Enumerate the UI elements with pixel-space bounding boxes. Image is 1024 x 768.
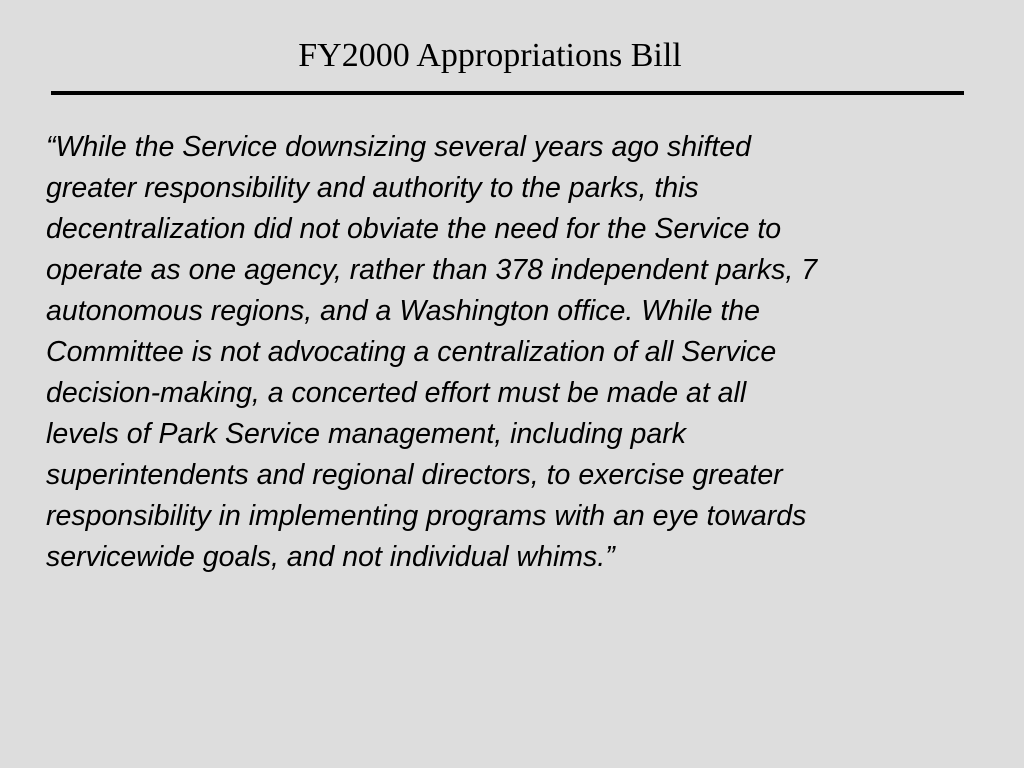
quote-line: servicewide goals, and not individual whims.” [46, 541, 615, 573]
quote-line: operate as one agency, rather than 378 independent parks, 7 [46, 254, 818, 286]
quote-line: Committee is not advocating a centralization of all Service [46, 336, 777, 368]
quote-line: responsibility in implementing programs with an eye towards [46, 500, 807, 532]
quote-line: levels of Park Service management, including park [46, 418, 686, 450]
quote-body [46, 127, 1006, 578]
quote-line: greater responsibility and authority to the parks, this [46, 172, 699, 204]
quote-line: superintendents and regional directors, to exercise greater [46, 459, 783, 491]
quote-line: decentralization did not obviate the need for the Service to [46, 213, 782, 245]
quote-line: autonomous regions, and a Washington office. While the [46, 295, 760, 327]
slide-title: FY2000 Appropriations Bill [298, 37, 682, 74]
title-divider [51, 91, 964, 95]
quote-line: “While the Service downsizing several years ago shifted [46, 131, 751, 163]
quote-line: decision-making, a concerted effort must be made at all [46, 377, 747, 409]
